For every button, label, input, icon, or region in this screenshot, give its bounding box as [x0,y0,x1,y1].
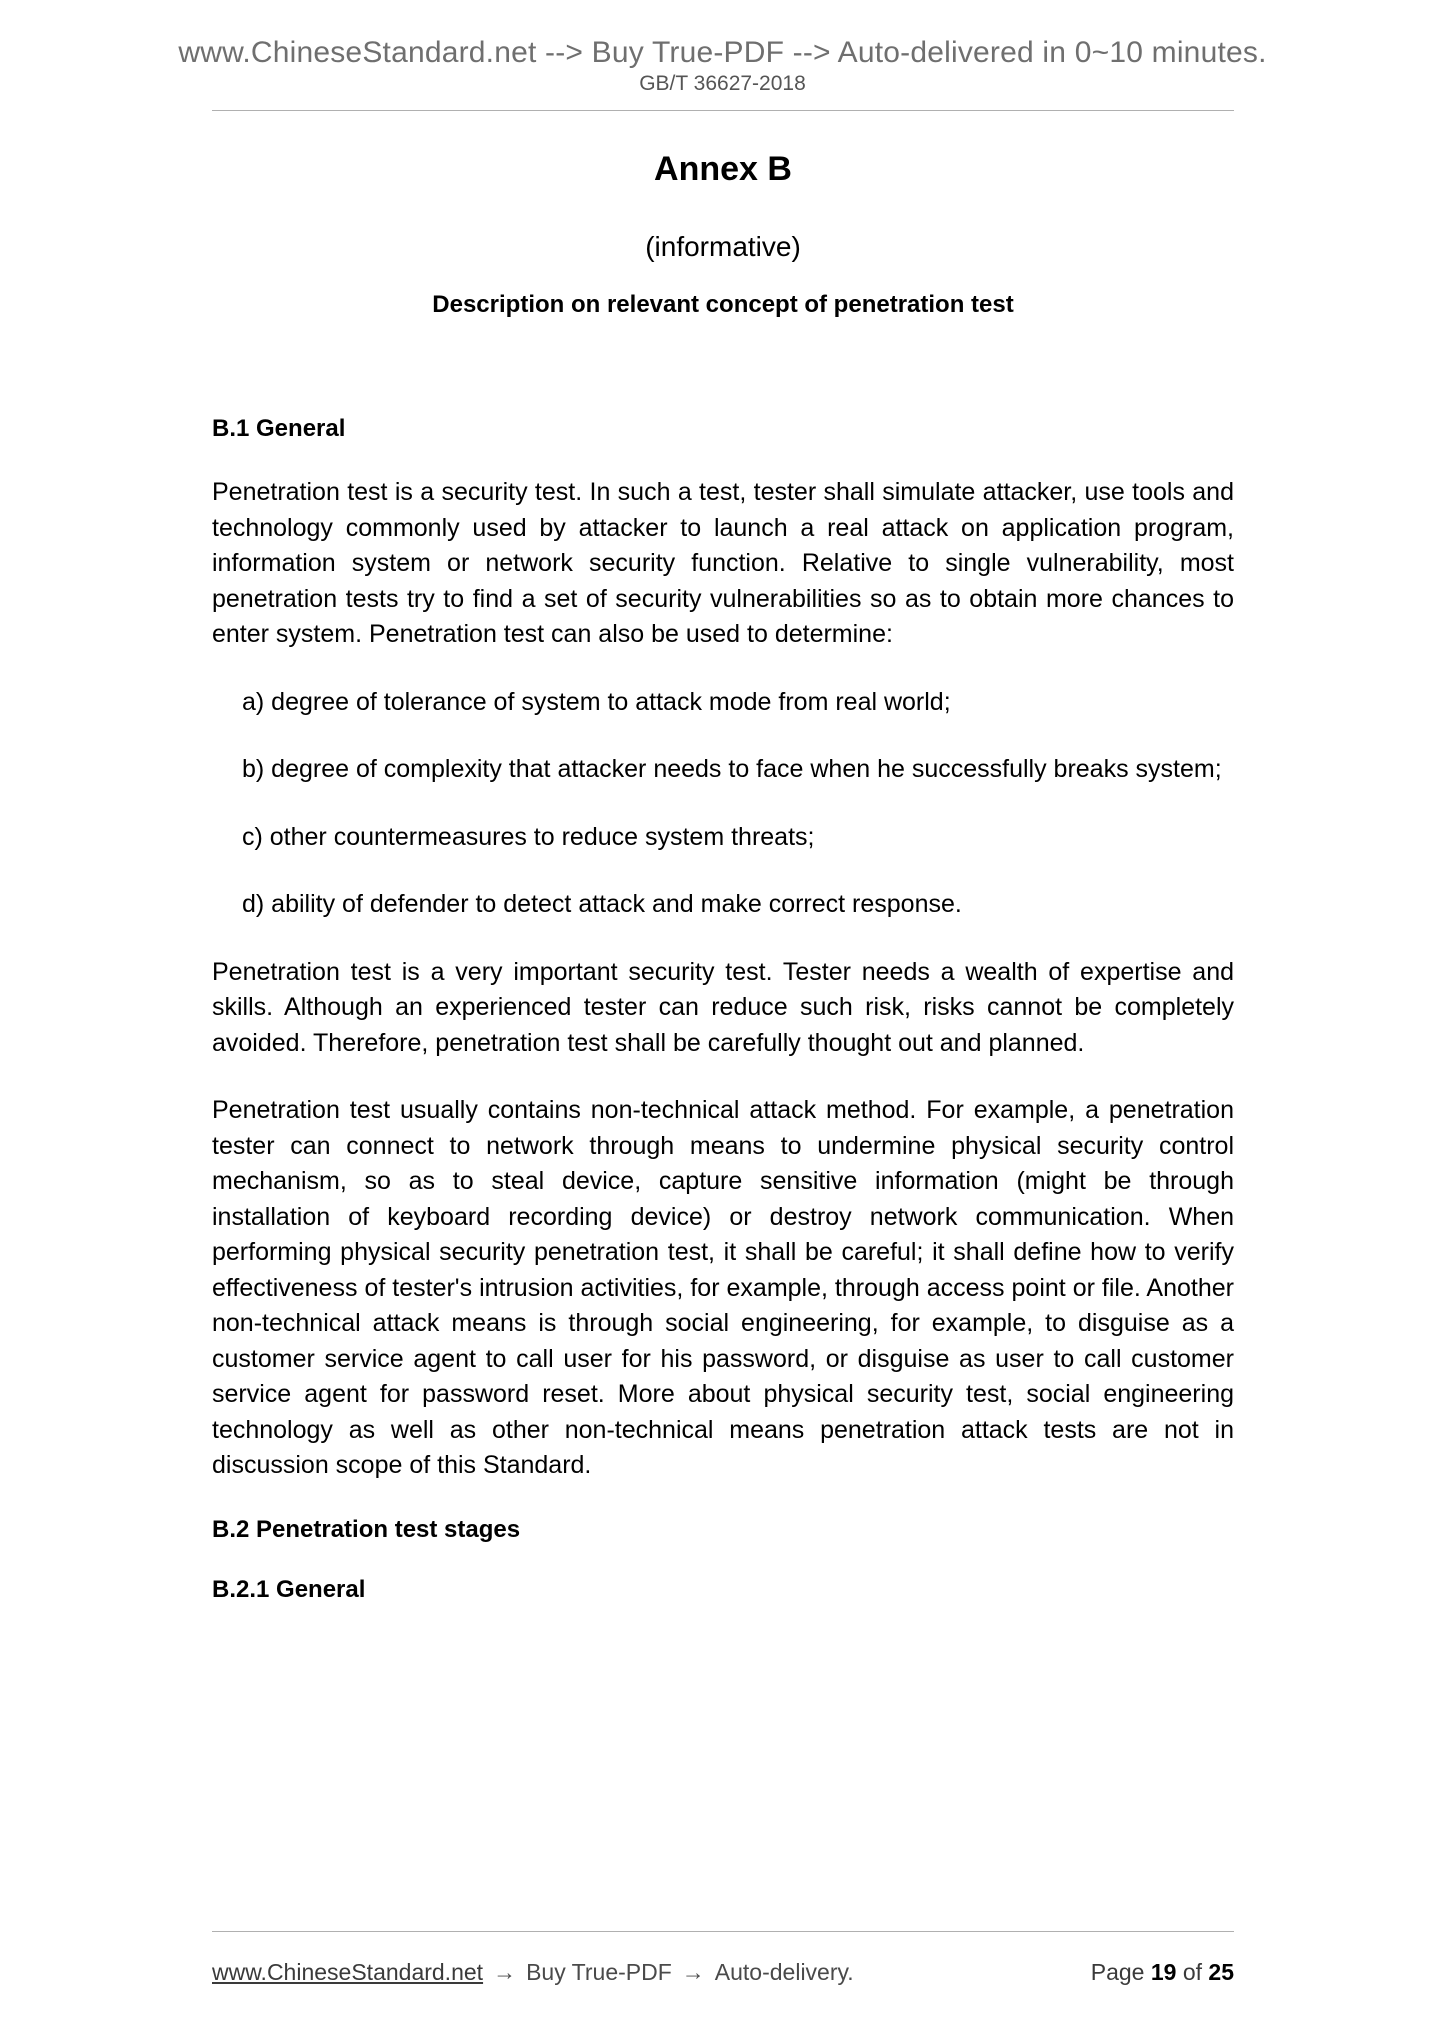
footer-site-link[interactable]: www.ChineseStandard.net [212,1959,484,1985]
paragraph-b1-intro: Penetration test is a security test. In such a test, tester shall simulate attacker, use tools and technology commonly used by attacker to launch a real attack on application program, information system or network security function. Relative to single vulnerability, most penetration tests try to find a set of security vulnerabilities so as to obtain more chances to enter system. Penetration test can also be used to determine: [212,478,1234,648]
page-label: Page [1090,1959,1145,1985]
header-divider [212,110,1234,111]
arrow-right-icon: → [493,1959,517,1985]
list-item: c) other countermeasures to reduce system threats; [242,822,815,851]
page-footer [212,1959,1234,1986]
list-item: b) degree of complexity that attacker needs to face when he successfully breaks system; [242,755,1222,783]
page-indicator [1091,1959,1234,1986]
paragraph-b1-nontechnical: Penetration test usually contains non-technical attack method. For example, a penetration tester can connect to network through means to undermine physical security control mechanism, so as to steal device, capture sensitive information (might be through installation of keyboard recording device) or destroy network communication. When performing physical security penetration test, it shall be careful; it shall define how to verify effectiveness of tester's intrusion activities, for example, through access point or file. Another non-technical attack means is through social engineering, for example, to disguise as a customer service agent to call user for his password, or disguise as user to call customer service agent for password reset. More about physical security test, social engineering technology as well as other non-technical means penetration attack tests are not in discussion scope of this Standard. [212,1096,1234,1479]
annex-title: Annex B [654,150,792,188]
heading-b2: B.2 Penetration test stages [212,1515,521,1543]
footer-buy-label: Buy True-PDF [526,1959,672,1985]
heading-b21: B.2.1 General [212,1575,366,1603]
annex-informative-label: (informative) [645,231,801,262]
page-content [212,150,1234,1636]
heading-b1: B.1 General [212,415,346,442]
footer-divider [212,1931,1234,1932]
list-item: d) ability of defender to detect attack and make correct response. [242,890,962,918]
standard-code: GB/T 36627-2018 [639,72,806,95]
of-label: of [1182,1959,1203,1985]
page-total: 25 [1208,1959,1234,1985]
page-number: 19 [1150,1959,1177,1985]
promo-watermark: www.ChineseStandard.net --> Buy True-PDF --> Auto-delivered in 0~10 minutes. [178,36,1267,69]
list-b1-determinations [212,685,1234,923]
arrow-right-icon: → [681,1959,705,1985]
annex-subtitle: Description on relevant concept of penetration test [432,291,1014,318]
footer-delivery-label: Auto-delivery. [714,1959,854,1985]
list-item: a) degree of tolerance of system to attack mode from real world; [242,687,951,716]
paragraph-b1-importance: Penetration test is a very important security test. Tester needs a wealth of expertise and skills. Although an experienced tester can reduce such risk, risks cannot be completely avoided. Therefore, penetration test shall be carefully thought out and planned. [212,957,1234,1057]
